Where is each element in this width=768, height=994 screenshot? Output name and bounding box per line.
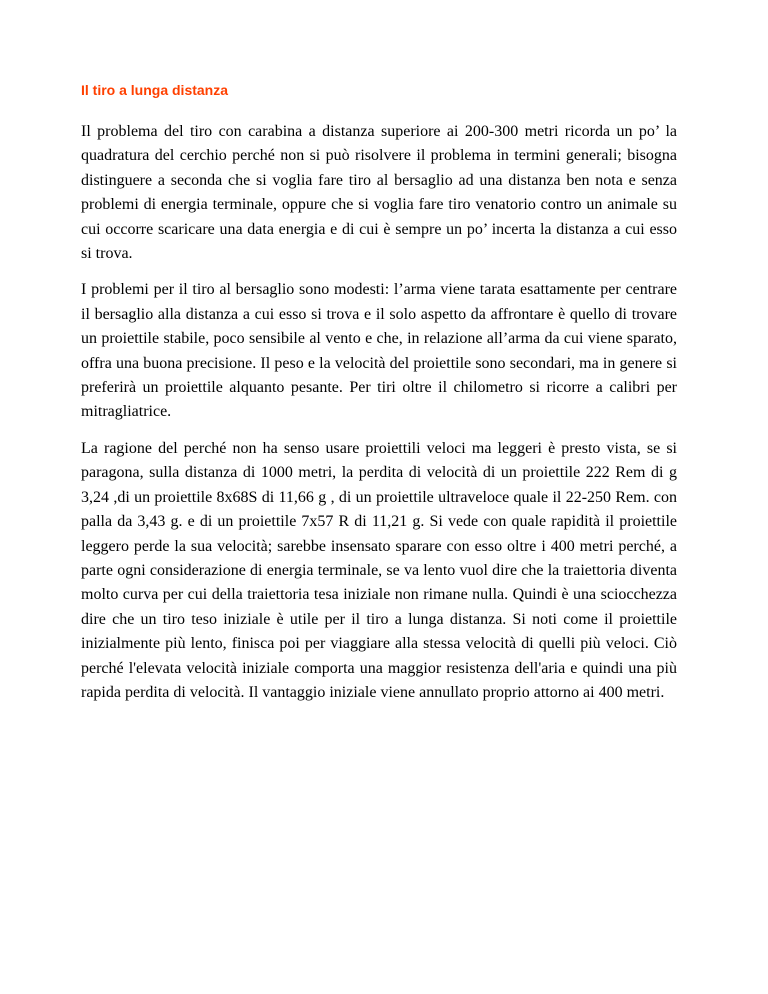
paragraph-intro: Il problema del tiro con carabina a distanza superiore ai 200-300 metri ricorda un po’ la quadratura del cerchio perché non si può risolvere il problema in termini generali; bisogna distinguere a seconda che si voglia fare tiro al bersaglio ad una distanza ben nota e senza problemi di energia terminale, oppure che si voglia fare tiro venatorio contro un animale su cui occorre scaricare una data energia e di cui è sempre un po’ incerta la distanza a cui esso si trova.	[81, 123, 677, 263]
paragraph-velocity-comparison: La ragione del perché non ha senso usare proiettili veloci ma leggeri è presto vista, se si paragona, sulla distanza di 1000 metri, la perdita di velocità di un proiettile 222 Rem di g 3,24 ,di un proiettile 8x68S di 11,66 g , di un proiettile ultraveloce quale il 22-250 Rem. con palla da 3,43 g. e di un proiettile 7x57 R di 11,21 g. Si vede con quale rapidità il proiettile leggero perde la sua velocità; sarebbe insensato sparare con esso oltre i 400 metri perché, a parte ogni considerazione di energia terminale, se va lento vuol dire che la traiettoria diventa molto curva per cui della traiettoria tesa iniziale non rimane nulla. Quindi è una sciocchezza dire che un tiro teso iniziale è utile per il tiro a lunga distanza. Si noti come il proiettile inizialmente più lento, finisca poi per viaggiare alla stessa velocità di quelli più veloci. Ciò perché l'elevata velocità iniziale comporta una maggior resistenza dell'aria e quindi una più rapida perdita di velocità. Il vantaggio iniziale viene annullato proprio attorno ai 400 metri.	[81, 439, 677, 701]
paragraph-target-shooting: I problemi per il tiro al bersaglio sono modesti: l’arma viene tarata esattamente per centrare il bersaglio alla distanza a cui esso si trova e il solo aspetto da affrontare è quello di trovare un proiettile stabile, poco sensibile al vento e che, in relazione all’arma da cui viene sparato, offra una buona precisione. Il peso e la velocità del proiettile sono secondari, ma in genere si preferirà un proiettile alquanto pesante. Per tiri oltre il chilometro si ricorre a calibri per mitragliatrice.	[81, 281, 677, 421]
document-page	[81, 80, 677, 717]
document-title: Il tiro a lunga distanza	[81, 82, 229, 98]
